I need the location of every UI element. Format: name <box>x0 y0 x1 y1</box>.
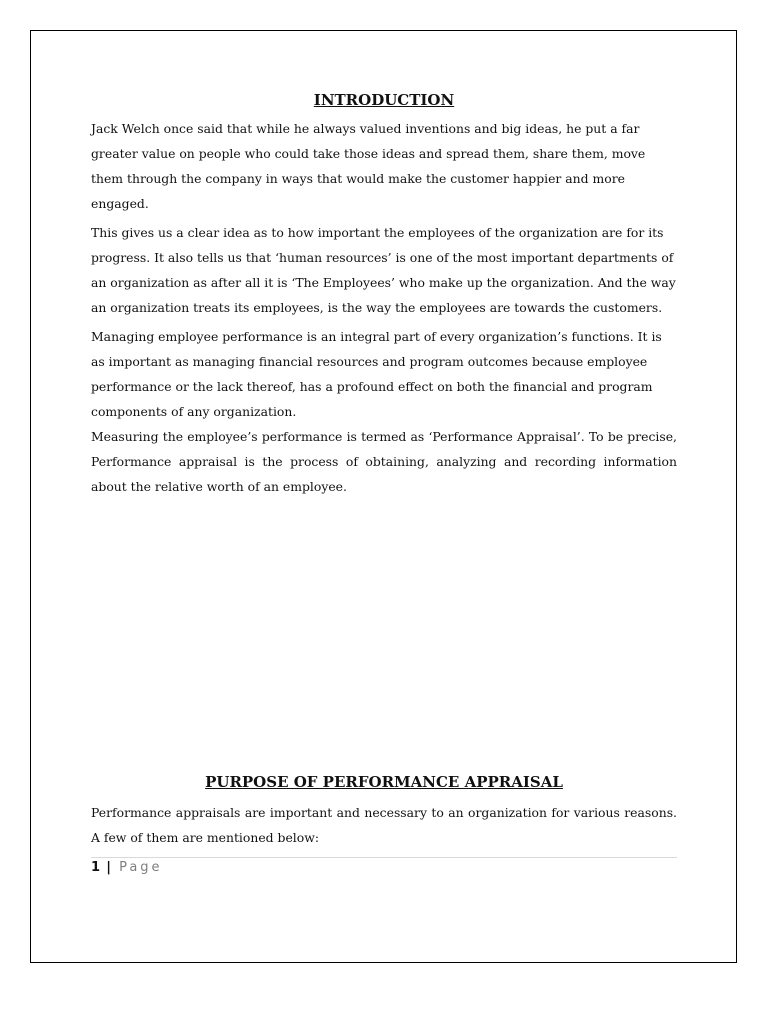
intro-paragraph-1: Jack Welch once said that while he always valued inventions and big ideas, he put a far greater value on people who could take those ideas and spread them, share them, move them through the company in ways that would make the customer happier and more engaged. <box>91 121 646 211</box>
purpose-paragraph: Performance appraisals are important and necessary to an organization for various reasons. A few of them are mentioned below: <box>91 805 677 845</box>
page-label: Page <box>119 860 163 875</box>
page-number: 1 <box>91 860 101 875</box>
intro-paragraph-2: This gives us a clear idea as to how important the employees of the organization are for its progress. It also tells us that ‘human resources’ is one of the most important departments of an organization as after all it is ‘The Employees’ who make up the organization. And the way an organization treats its employees, is the way the employees are towards the customers. <box>91 225 676 315</box>
purpose-heading: PURPOSE OF PERFORMANCE APPRAISAL <box>205 773 563 791</box>
footer-separator: | <box>106 860 111 875</box>
introduction-section <box>91 88 677 503</box>
intro-paragraph-4: Measuring the employee’s performance is termed as ‘Performance Appraisal’. To be precise, Performance appraisal is the process of obtaining, analyzing and recording information about the relative worth of an employee. <box>91 429 677 494</box>
introduction-heading: INTRODUCTION <box>313 91 455 109</box>
page-footer <box>91 859 163 877</box>
intro-paragraph-3: Managing employee performance is an integral part of every organization’s functions. It is as important as managing financial resources and program outcomes because employee performance or the lack thereof, has a profound effect on both the financial and program components of any organization. <box>91 329 662 419</box>
footer-divider <box>91 857 677 858</box>
